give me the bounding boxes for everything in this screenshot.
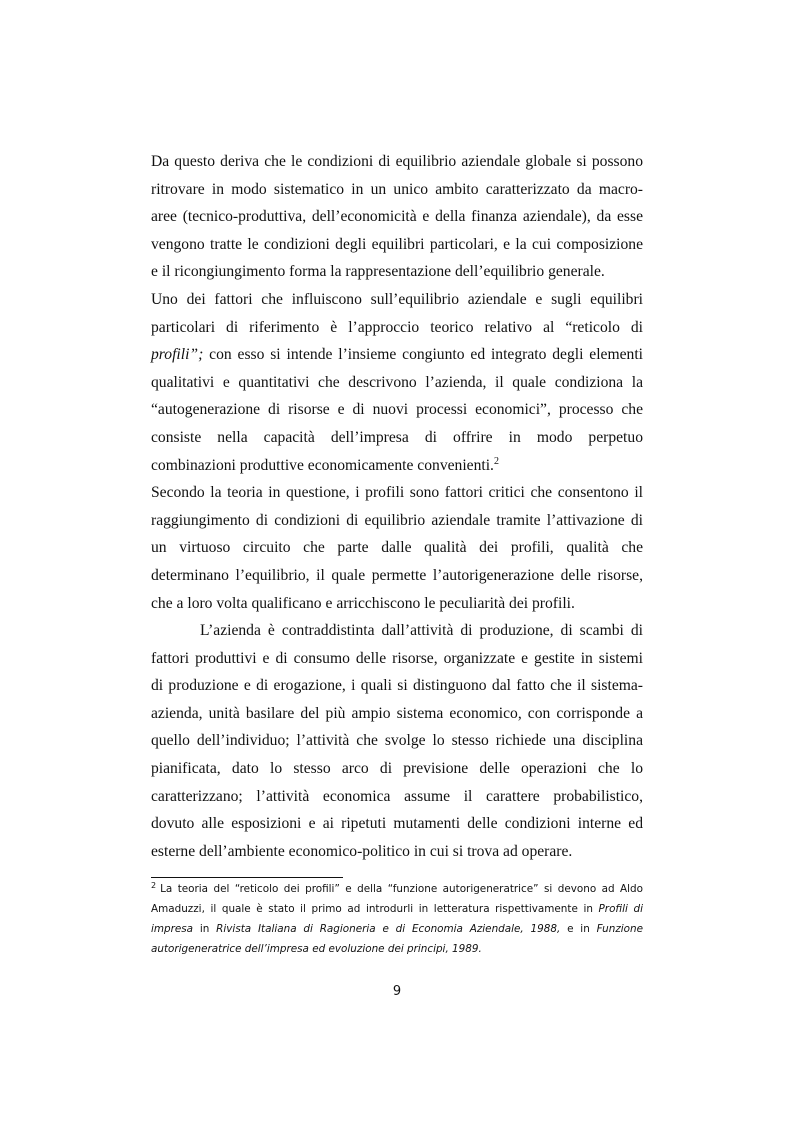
footnote-reference: 2 xyxy=(493,455,499,467)
text-line: Secondo la teoria in questione, i profili sono fattori critici che consentono il xyxy=(151,484,643,502)
text-line: determinano l’equilibrio, il quale permette l’autorigenerazione delle risorse, xyxy=(151,566,643,584)
footnote-line xyxy=(151,899,643,919)
italic-title: impresa xyxy=(151,923,194,935)
body-text xyxy=(151,148,643,865)
text-line: vengono tratte le condizioni degli equilibri particolari, e la cui composizione xyxy=(151,235,643,253)
italic-term: profili”; xyxy=(151,346,204,364)
text-line: Da questo deriva che le condizioni di equilibrio aziendale globale si possono xyxy=(151,153,643,170)
text-line: Uno dei fattori che influiscono sull’equilibrio aziendale e sugli equilibri xyxy=(151,290,643,308)
text-line: azienda, unità basilare del più ampio sistema economico, con corrisponde a xyxy=(151,704,643,722)
text-line: esterne dell’ambiente economico-politico in cui si trova ad operare. xyxy=(151,842,573,860)
italic-title: Rivista Italiana di Ragioneria e di Economia Aziendale, 1988, xyxy=(216,923,561,935)
text-line: qualitativi e quantitativi che descrivono l’azienda, il quale condiziona la xyxy=(151,373,643,391)
text-line: ritrovare in modo sistematico in un unico ambito caratterizzato da macro- xyxy=(151,180,643,198)
text-line: fattori produttivi e di consumo delle risorse, organizzate e gestite in sistemi xyxy=(151,649,643,667)
italic-title: Funzione xyxy=(596,923,644,935)
text-line: “autogenerazione di risorse e di nuovi processi economici”, processo che xyxy=(151,401,643,419)
page-number: 9 xyxy=(392,984,402,999)
footnote-number: 2 xyxy=(151,881,157,890)
text-line: particolari di riferimento è l’approccio teorico relativo al “reticolo di xyxy=(151,318,643,336)
italic-title: Profili di xyxy=(598,903,643,915)
text-line: caratterizzano; l’attività economica assume il carattere probabilistico, xyxy=(151,787,643,805)
text-line xyxy=(151,452,643,480)
text-fragment: e in xyxy=(560,923,597,935)
text-line: dovuto alle esposizioni e ai ripetuti mutamenti delle condizioni interne ed xyxy=(151,815,643,833)
text-line: L’azienda è contraddistinta dall’attività di produzione, di scambi di xyxy=(200,622,643,640)
text-fragment: La teoria del “reticolo dei profili” e della “funzione autorigeneratrice” si devono ad Aldo xyxy=(160,883,643,895)
text-line: consiste nella capacità dell’impresa di offrire in modo perpetuo xyxy=(151,428,643,446)
italic-title: autorigeneratrice dell’impresa ed evoluzione dei principi, 1989. xyxy=(151,943,482,955)
text-line: e il ricongiungimento forma la rappresentazione dell’equilibrio generale. xyxy=(151,263,605,281)
text-line: di produzione e di erogazione, i quali si distinguono dal fatto che il sistema- xyxy=(151,677,643,695)
footnote-line xyxy=(151,919,643,939)
text-line: pianificata, dato lo stesso arco di previsione delle operazioni che lo xyxy=(151,760,643,778)
text-line: raggiungimento di condizioni di equilibrio aziendale tramite l’attivazione di xyxy=(151,511,643,529)
text-line: quello dell’individuo; l’attività che svolge lo stesso richiede una disciplina xyxy=(151,732,643,750)
footnote-line xyxy=(151,939,643,959)
text-line: che a loro volta qualificano e arricchiscono le peculiarità dei profili. xyxy=(151,594,575,612)
text-fragment: combinazioni produttive economicamente convenienti. xyxy=(151,456,494,474)
text-fragment: in xyxy=(193,923,217,935)
footnote-line xyxy=(151,879,643,899)
footnote xyxy=(151,879,643,959)
text-fragment: con esso si intende l’insieme congiunto ed integrato degli elementi xyxy=(203,346,643,364)
footnote-separator xyxy=(151,877,343,878)
text-line: un virtuoso circuito che parte dalle qualità dei profili, qualità che xyxy=(151,539,643,557)
text-line xyxy=(151,341,643,369)
text-fragment: Amaduzzi, il quale è stato il primo ad introdurli in letteratura rispettivamente in xyxy=(151,903,599,915)
text-line: aree (tecnico-produttiva, dell’economicità e della finanza aziendale), da esse xyxy=(151,208,643,226)
